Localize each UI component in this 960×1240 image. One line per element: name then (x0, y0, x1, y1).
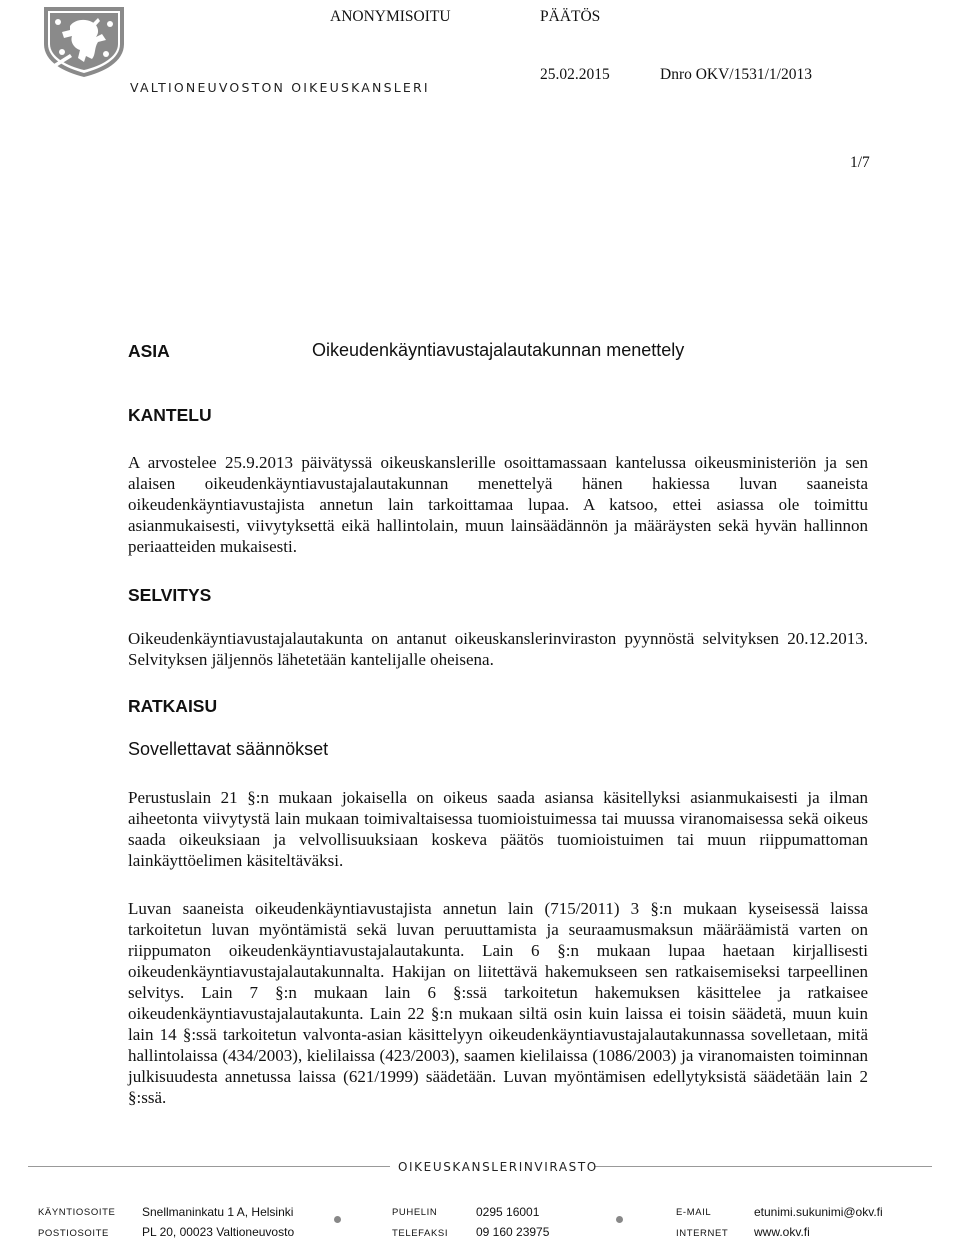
report-heading: SELVITYS (128, 585, 212, 605)
postal-address-value: PL 20, 00023 Valtioneuvosto (142, 1225, 295, 1239)
resolution-paragraph-2: Luvan saaneista oikeudenkäyntiavustajista annetun lain (715/2011) 3 §:n mukaan kyseisessä laissa tarkoitetun luvan myöntämistä sekä luvan peruuttamista ja seuraamusmaksun määräämistä varten on riippumaton oikeudenkäyntiavustajalautakunta. Lain 6 §:n mukaan lupaa haetaan kirjallisesti oikeudenkäyntiavustajalautakunnalta. Hakijan on liitettävä hakemukseen sen ratkaisemiseksi tarpeellinen selvitys. Lain 7 §:n mukaan lain 6 §:ssä tarkoitetun hakemuksen käsittelee ja ratkaisee oikeudenkäyntiavustajalautakunta. Lain 22 §:n mukaan siltä osin kuin laissa ei toisin säädetä, muun kuin lain 14 §:ssä tarkoitetun valvonta-asian käsittelyyn oikeudenkäyntiavustajalautakunnassa sovelletaan, mitä hallintolaissa (434/2003), kielilaissa (423/2003), saamen kielilaissa (1086/2003) ja viranomaisten toiminnan julkisuudesta annetussa laissa (621/1999) säädetään. Luvan myöntämisen edellytyksistä säädetään lain 2 §:ssä. (128, 899, 868, 1107)
record-number: Dnro OKV/1531/1/2013 (660, 66, 812, 83)
decision-label: PÄÄTÖS (540, 8, 601, 25)
email-value[interactable]: etunimi.sukunimi@okv.fi (754, 1205, 883, 1219)
complaint-heading: KANTELU (128, 405, 212, 425)
separator-dot-icon (616, 1216, 623, 1223)
visit-address-value: Snellmaninkatu 1 A, Helsinki (142, 1205, 294, 1219)
footer-divider-left (28, 1166, 390, 1167)
resolution-heading: RATKAISU (128, 696, 218, 716)
page-number: 1/7 (850, 154, 870, 171)
decision-date: 25.02.2015 (540, 66, 610, 83)
phone-value: 0295 16001 (476, 1205, 540, 1219)
internet-label: INTERNET (676, 1228, 729, 1239)
footer-brand: OIKEUSKANSLERINVIRASTO (398, 1160, 598, 1174)
complaint-paragraph: A arvostelee 25.9.2013 päivätyssä oikeuskanslerille osoittamassaan kantelussa oikeusministeriön ja sen alaisen oikeudenkäyntiavustajalautakunnan menettelyä hänen hakiessa luvan saaneista oikeudenkäyntiavustajista annetun lain tarkoittamaa lupaa. A katsoo, ettei asiassa ole toimittu asianmukaisesti, viivytyksettä eikä hallintolain, muun lainsäädännön ja määräysten sekä hyvän hallinnon periaatteiden mukaisesti. (128, 453, 868, 556)
resolution-paragraph-1: Perustuslain 21 §:n mukaan jokaisella on oikeus saada asiansa käsitellyksi asianmukaisesti ja ilman aiheetonta viivytystä lain mukaan toimivaltaisessa tuomioistuimessa tai muussa viranomaisessa sekä oikeus saada oikeuksiaan ja velvollisuuksiaan koskeva päätös tuomioistuimen tai muun riippumattoman lainkäyttöelimen käsiteltäväksi. (128, 788, 868, 870)
organization-name: VALTIONEUVOSTON OIKEUSKANSLERI (130, 80, 430, 95)
phone-label: PUHELIN (392, 1207, 438, 1218)
anonymized-label: ANONYMISOITU (330, 8, 451, 25)
subject-title: Oikeudenkäyntiavustajalautakunnan menettely (312, 340, 685, 360)
subject-label: ASIA (128, 341, 170, 361)
report-paragraph: Oikeudenkäyntiavustajalautakunta on antanut oikeuskanslerinviraston pyynnöstä selvityksen 20.12.2013. Selvityksen jäljennös lähetetään kantelijalle oheisena. (128, 629, 868, 669)
fax-value: 09 160 23975 (476, 1225, 550, 1239)
coat-of-arms-icon (40, 4, 128, 78)
internet-link[interactable]: www.okv.fi (754, 1225, 810, 1239)
fax-label: TELEFAKSI (392, 1228, 449, 1239)
postal-address-label: POSTIOSOITE (38, 1228, 109, 1239)
footer-divider-right (594, 1166, 932, 1167)
visit-address-label: KÄYNTIOSOITE (38, 1207, 116, 1218)
separator-dot-icon (334, 1216, 341, 1223)
applicable-provisions-subheading: Sovellettavat säännökset (128, 739, 329, 759)
email-label: E-MAIL (676, 1207, 712, 1218)
